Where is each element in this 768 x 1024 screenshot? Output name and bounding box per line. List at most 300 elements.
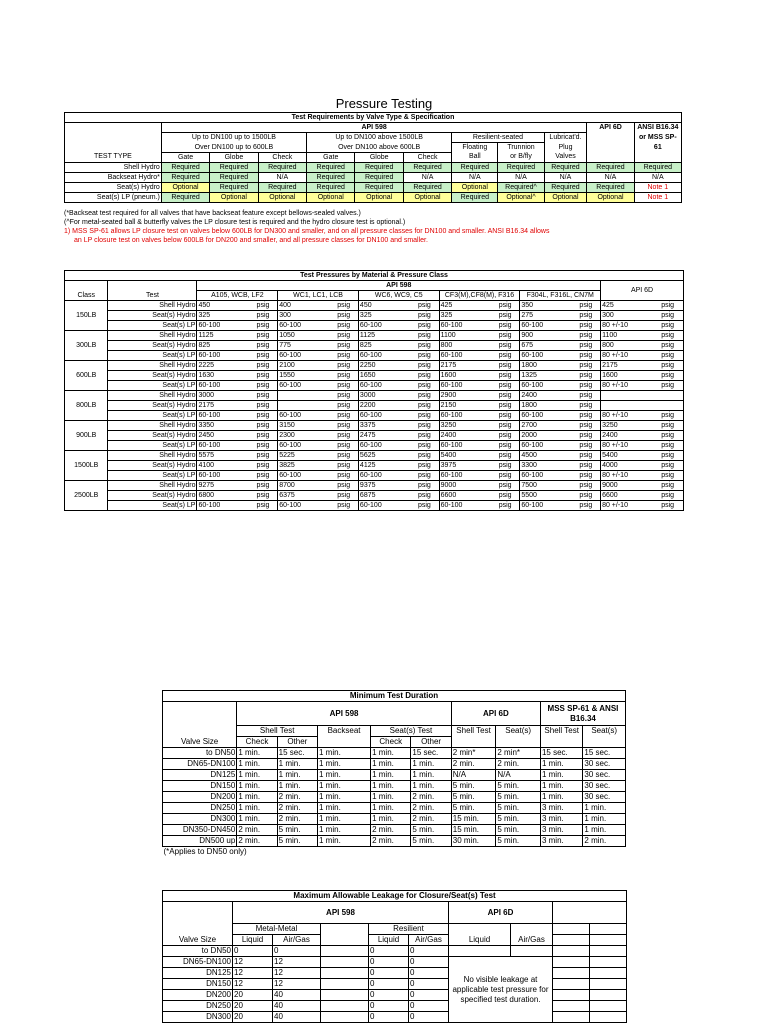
unit-cell: psig bbox=[652, 361, 683, 371]
duration-cell: 5 min. bbox=[496, 836, 541, 847]
duration-cell: 1 min. bbox=[371, 781, 411, 792]
table-row bbox=[65, 501, 684, 511]
table-row bbox=[65, 341, 684, 351]
pressure-cell: 60-100 bbox=[197, 351, 249, 361]
ball-header: Ball bbox=[452, 152, 498, 162]
valve-size-cell: DN250 bbox=[163, 803, 237, 814]
duration-cell: 1 min. bbox=[318, 759, 371, 770]
pressure-cell: 60-100 bbox=[278, 441, 330, 451]
unit-cell: psig bbox=[410, 321, 439, 331]
group2-line2: Over DN100 above 600LB bbox=[307, 143, 452, 153]
leakage-cell: 12 bbox=[273, 968, 321, 979]
table-row bbox=[65, 451, 684, 461]
unit-cell: psig bbox=[410, 441, 439, 451]
pressure-cell: 5400 bbox=[601, 451, 653, 461]
requirement-cell: Required bbox=[544, 162, 587, 172]
duration-cell: 2 min. bbox=[496, 759, 541, 770]
duration-cell: 15 sec. bbox=[540, 748, 582, 759]
table-row bbox=[65, 471, 684, 481]
unit-cell: psig bbox=[491, 391, 520, 401]
resilient-header: Resilient-seated bbox=[452, 133, 544, 143]
pressure-cell: 60-100 bbox=[520, 381, 572, 391]
group1-line2: Over DN100 up to 600LB bbox=[161, 143, 306, 153]
pressure-cell: 6600 bbox=[439, 491, 491, 501]
leakage-cell: 40 bbox=[273, 1012, 321, 1023]
duration-cell: 15 sec. bbox=[411, 748, 451, 759]
other-header: Other bbox=[411, 737, 451, 748]
pressure-cell: 425 bbox=[601, 301, 653, 311]
duration-cell: 5 min. bbox=[496, 792, 541, 803]
duration-cell: 1 min. bbox=[318, 825, 371, 836]
unit-cell: psig bbox=[410, 331, 439, 341]
pressure-cell: 60-100 bbox=[358, 471, 410, 481]
unit-cell: psig bbox=[329, 301, 358, 311]
pressure-cell: 60-100 bbox=[358, 441, 410, 451]
requirement-cell: Required bbox=[403, 162, 451, 172]
requirement-cell: Required bbox=[210, 172, 258, 182]
leakage-cell: 0 bbox=[409, 1001, 449, 1012]
pressure-cell: 60-100 bbox=[520, 351, 572, 361]
duration-cell: 5 min. bbox=[277, 825, 317, 836]
pressure-cell: 325 bbox=[439, 311, 491, 321]
leakage-cell: 40 bbox=[273, 1001, 321, 1012]
table-row bbox=[65, 182, 682, 192]
requirement-cell: Optional bbox=[161, 182, 209, 192]
unit-cell: psig bbox=[491, 411, 520, 421]
shell-test-header: Shell Test bbox=[237, 726, 318, 737]
unit-cell: psig bbox=[652, 471, 683, 481]
leakage-cell: 0 bbox=[369, 979, 409, 990]
pressure-cell: 6800 bbox=[197, 491, 249, 501]
table-row bbox=[163, 1012, 627, 1023]
table-row bbox=[163, 748, 626, 759]
requirement-cell: N/A bbox=[587, 172, 634, 182]
unit-cell: psig bbox=[249, 311, 278, 321]
duration-cell: 2 min. bbox=[371, 836, 411, 847]
unit-cell: psig bbox=[410, 361, 439, 371]
duration-cell: 15 min. bbox=[451, 825, 496, 836]
unit-cell: psig bbox=[491, 361, 520, 371]
trunnion-header: Trunnion bbox=[498, 143, 544, 153]
unit-cell: psig bbox=[410, 491, 439, 501]
pressure-cell: 450 bbox=[197, 301, 249, 311]
unit-cell: psig bbox=[329, 441, 358, 451]
duration-cell: 1 min. bbox=[318, 836, 371, 847]
valve-size-cell: DN200 bbox=[163, 990, 233, 1001]
table-row bbox=[65, 172, 682, 182]
empty-cell bbox=[590, 1001, 627, 1012]
pressure-cell: 2250 bbox=[358, 361, 410, 371]
test-cell: Seat(s) Hydro bbox=[108, 401, 197, 411]
pressure-cell: 900 bbox=[520, 331, 572, 341]
table-row bbox=[65, 331, 684, 341]
unit-cell: psig bbox=[572, 501, 601, 511]
requirement-cell: Required bbox=[355, 172, 403, 182]
duration-cell: 5 min. bbox=[496, 825, 541, 836]
duration-cell: 2 min. bbox=[371, 825, 411, 836]
unit-cell: psig bbox=[329, 331, 358, 341]
requirement-cell: Note 1 bbox=[634, 192, 681, 202]
empty-cell bbox=[590, 946, 627, 957]
pressure-cell: 2200 bbox=[358, 401, 410, 411]
unit-cell: psig bbox=[652, 381, 683, 391]
unit-cell: psig bbox=[572, 451, 601, 461]
pressure-cell: 60-100 bbox=[278, 351, 330, 361]
unit-cell: psig bbox=[249, 501, 278, 511]
duration-cell: 5 min. bbox=[411, 825, 451, 836]
unit-cell: psig bbox=[410, 481, 439, 491]
test-cell: Shell Hydro bbox=[108, 391, 197, 401]
unit-cell: psig bbox=[249, 351, 278, 361]
table-row bbox=[65, 381, 684, 391]
duration-cell: 1 min. bbox=[411, 781, 451, 792]
unit-cell: psig bbox=[329, 341, 358, 351]
valve-size-header: Valve Size bbox=[163, 935, 233, 946]
pressure-cell: 1550 bbox=[278, 371, 330, 381]
pressure-cell: 80 +/-10 bbox=[601, 381, 653, 391]
empty-cell bbox=[553, 979, 590, 990]
pressure-cell: 60-100 bbox=[520, 411, 572, 421]
col-header: Globe bbox=[355, 152, 403, 162]
pressure-cell: 1600 bbox=[601, 371, 653, 381]
table-row bbox=[163, 781, 626, 792]
empty-cell bbox=[590, 957, 627, 968]
unit-cell: psig bbox=[410, 341, 439, 351]
pressure-cell: 9375 bbox=[358, 481, 410, 491]
unit-cell: psig bbox=[329, 371, 358, 381]
pressure-cell: 8700 bbox=[278, 481, 330, 491]
duration-cell: 2 min. bbox=[277, 792, 317, 803]
unit-cell: psig bbox=[410, 471, 439, 481]
test-cell: Shell Hydro bbox=[108, 361, 197, 371]
pressure-cell: 60-100 bbox=[439, 411, 491, 421]
requirement-cell: Optional bbox=[210, 192, 258, 202]
note-backseat: (*Backseat test required for all valves that have backseat feature except bellows-sealed valves.) bbox=[64, 210, 361, 217]
pressure-cell: 450 bbox=[358, 301, 410, 311]
requirement-cell: Required bbox=[587, 162, 634, 172]
material-header: CF3(M),CF8(M), F316 bbox=[439, 291, 520, 301]
duration-cell: 30 sec. bbox=[583, 759, 626, 770]
pressure-cell: 5225 bbox=[278, 451, 330, 461]
requirement-cell: Optional^ bbox=[498, 192, 544, 202]
unit-cell: psig bbox=[249, 371, 278, 381]
table-heading: Minimum Test Duration bbox=[163, 691, 626, 702]
maximum-leakage-table bbox=[162, 890, 627, 1023]
duration-cell: 1 min. bbox=[411, 770, 451, 781]
pressure-cell: 1100 bbox=[601, 331, 653, 341]
pressure-cell: 350 bbox=[520, 301, 572, 311]
requirement-cell: Required bbox=[498, 162, 544, 172]
unit-cell: psig bbox=[410, 301, 439, 311]
pressure-cell: 3825 bbox=[278, 461, 330, 471]
requirement-cell: Required bbox=[452, 192, 498, 202]
unit-cell: psig bbox=[572, 491, 601, 501]
api6d-header: API 6D bbox=[449, 902, 553, 924]
unit-cell: psig bbox=[572, 421, 601, 431]
unit-cell: psig bbox=[249, 421, 278, 431]
api598-header: API 598 bbox=[161, 123, 587, 133]
empty-cell bbox=[553, 957, 590, 968]
class-cell: 900LB bbox=[65, 421, 108, 451]
duration-cell: 1 min. bbox=[318, 781, 371, 792]
pressure-cell: 2175 bbox=[601, 361, 653, 371]
requirement-cell: Optional bbox=[452, 182, 498, 192]
test-cell: Shell Hydro bbox=[108, 451, 197, 461]
api6d-header: API 6D bbox=[587, 123, 634, 163]
pressure-cell: 300 bbox=[278, 311, 330, 321]
unit-cell: psig bbox=[491, 441, 520, 451]
requirement-cell: Note 1 bbox=[634, 182, 681, 192]
unit-cell: psig bbox=[249, 461, 278, 471]
requirement-cell: Required bbox=[587, 182, 634, 192]
unit-cell: psig bbox=[572, 381, 601, 391]
pressure-cell: 2225 bbox=[197, 361, 249, 371]
table-row bbox=[163, 946, 627, 957]
pressure-cell: 60-100 bbox=[197, 381, 249, 391]
unit-cell: psig bbox=[329, 361, 358, 371]
plug-header: Plug bbox=[544, 143, 587, 153]
duration-cell: 1 min. bbox=[318, 792, 371, 803]
pressure-cell: 2175 bbox=[439, 361, 491, 371]
pressure-cell: 675 bbox=[520, 341, 572, 351]
requirement-cell: Required bbox=[634, 162, 681, 172]
class-header: Class bbox=[65, 291, 108, 301]
pressure-cell: 80 +/-10 bbox=[601, 471, 653, 481]
unit-cell: psig bbox=[491, 471, 520, 481]
test-requirements-table bbox=[64, 112, 682, 203]
unit-cell: psig bbox=[249, 441, 278, 451]
pressure-cell: 800 bbox=[601, 341, 653, 351]
leakage-cell: 0 bbox=[409, 979, 449, 990]
unit-cell: psig bbox=[652, 491, 683, 501]
table-row bbox=[65, 441, 684, 451]
pressure-cell: 5500 bbox=[520, 491, 572, 501]
unit-cell: psig bbox=[652, 311, 683, 321]
unit-cell: psig bbox=[491, 461, 520, 471]
table-row bbox=[163, 825, 626, 836]
pressure-cell: 3150 bbox=[278, 421, 330, 431]
duration-cell: 1 min. bbox=[371, 803, 411, 814]
unit-cell: psig bbox=[572, 481, 601, 491]
duration-cell: 30 sec. bbox=[583, 792, 626, 803]
test-cell: Seat(s) LP bbox=[108, 381, 197, 391]
class-cell: 600LB bbox=[65, 361, 108, 391]
duration-cell: 2 min. bbox=[451, 759, 496, 770]
unit-cell: psig bbox=[572, 371, 601, 381]
leakage-cell: 12 bbox=[233, 979, 273, 990]
pressure-cell: 400 bbox=[278, 301, 330, 311]
duration-cell: 15 sec. bbox=[583, 748, 626, 759]
requirement-cell: Required bbox=[307, 162, 355, 172]
note-1-line2: an LP closure test on valves below 600LB for DN200 and smaller, and all pressure classes for DN100 and smaller. bbox=[74, 237, 428, 244]
unit-cell: psig bbox=[491, 491, 520, 501]
test-cell: Seat(s) LP bbox=[108, 471, 197, 481]
valve-size-cell: DN250 bbox=[163, 1001, 233, 1012]
api6d-liquid-header: Liquid bbox=[449, 935, 511, 946]
pressure-cell: 4500 bbox=[520, 451, 572, 461]
test-type-cell: Seat(s) LP (pneum.) bbox=[65, 192, 162, 202]
duration-cell: 5 min. bbox=[496, 803, 541, 814]
requirement-cell: N/A bbox=[544, 172, 587, 182]
pressure-cell: 800 bbox=[439, 341, 491, 351]
pressure-cell: 3000 bbox=[358, 391, 410, 401]
api598-header: API 598 bbox=[233, 902, 449, 924]
duration-cell: 2 min. bbox=[411, 792, 451, 803]
unit-cell: psig bbox=[572, 331, 601, 341]
api6d-blank bbox=[511, 946, 553, 957]
empty-cell bbox=[590, 1012, 627, 1023]
duration-cell: 2 min* bbox=[496, 748, 541, 759]
lubricated-header: Lubricat'd. bbox=[544, 133, 587, 143]
duration-cell: 1 min. bbox=[371, 814, 411, 825]
duration-cell: 1 min. bbox=[540, 781, 582, 792]
unit-cell: psig bbox=[249, 401, 278, 411]
pressure-cell: 1630 bbox=[197, 371, 249, 381]
duration-cell: 1 min. bbox=[371, 759, 411, 770]
col-header: Gate bbox=[161, 152, 209, 162]
unit-cell: psig bbox=[652, 341, 683, 351]
duration-cell: 1 min. bbox=[237, 792, 277, 803]
unit-cell: psig bbox=[491, 321, 520, 331]
unit-cell: psig bbox=[652, 421, 683, 431]
pressure-cell: 80 +/-10 bbox=[601, 411, 653, 421]
unit-cell: psig bbox=[491, 351, 520, 361]
table-row bbox=[163, 957, 627, 968]
leakage-cell: 0 bbox=[369, 1012, 409, 1023]
unit-cell: psig bbox=[491, 371, 520, 381]
unit-cell: psig bbox=[249, 301, 278, 311]
unit-cell: psig bbox=[652, 411, 683, 421]
duration-cell: 1 min. bbox=[583, 814, 626, 825]
leakage-cell: 40 bbox=[273, 990, 321, 1001]
unit-cell: psig bbox=[410, 501, 439, 511]
valve-size-cell: DN150 bbox=[163, 979, 233, 990]
duration-cell: 1 min. bbox=[371, 792, 411, 803]
leakage-cell: 0 bbox=[369, 990, 409, 1001]
unit-cell: psig bbox=[491, 431, 520, 441]
pressure-cell: 1125 bbox=[197, 331, 249, 341]
empty-cell bbox=[590, 979, 627, 990]
requirement-cell: Required bbox=[161, 172, 209, 182]
duration-cell: 30 sec. bbox=[583, 770, 626, 781]
requirement-cell: Required bbox=[355, 162, 403, 172]
requirement-cell: Required bbox=[307, 182, 355, 192]
test-type-cell: Seat(s) Hydro bbox=[65, 182, 162, 192]
unit-cell: psig bbox=[249, 381, 278, 391]
bfly-header: or B/fly bbox=[498, 152, 544, 162]
pressure-cell: 9000 bbox=[439, 481, 491, 491]
resilient-header: Resilient bbox=[369, 924, 449, 935]
test-cell: Seat(s) Hydro bbox=[108, 341, 197, 351]
pressure-cell: 60-100 bbox=[439, 441, 491, 451]
unit-cell bbox=[652, 391, 683, 401]
pressure-cell: 60-100 bbox=[439, 351, 491, 361]
duration-cell: 1 min. bbox=[277, 759, 317, 770]
test-cell: Seat(s) Hydro bbox=[108, 491, 197, 501]
leakage-cell: 20 bbox=[233, 1001, 273, 1012]
unit-cell: psig bbox=[572, 301, 601, 311]
test-cell: Seat(s) LP bbox=[108, 441, 197, 451]
duration-cell: 1 min. bbox=[277, 781, 317, 792]
unit-cell: psig bbox=[652, 301, 683, 311]
class-cell: 300LB bbox=[65, 331, 108, 361]
test-cell: Seat(s) LP bbox=[108, 411, 197, 421]
leakage-cell: 0 bbox=[369, 946, 409, 957]
duration-cell: N/A bbox=[451, 770, 496, 781]
pressure-cell: 325 bbox=[197, 311, 249, 321]
pressure-cell: 2700 bbox=[520, 421, 572, 431]
unit-cell: psig bbox=[572, 411, 601, 421]
requirement-cell: N/A bbox=[634, 172, 681, 182]
duration-cell: 1 min. bbox=[318, 814, 371, 825]
table-row bbox=[65, 411, 684, 421]
pressure-cell: 2000 bbox=[520, 431, 572, 441]
duration-cell: 15 min. bbox=[451, 814, 496, 825]
empty-cell bbox=[321, 968, 369, 979]
empty-cell bbox=[321, 957, 369, 968]
pressure-cell: 5625 bbox=[358, 451, 410, 461]
duration-cell: 2 min* bbox=[451, 748, 496, 759]
unit-cell: psig bbox=[329, 431, 358, 441]
pressure-cell: 1800 bbox=[520, 401, 572, 411]
pressure-cell: 60-100 bbox=[278, 501, 330, 511]
pressure-cell: 60-100 bbox=[197, 411, 249, 421]
pressure-cell: 775 bbox=[278, 341, 330, 351]
requirement-cell: Optional bbox=[258, 192, 306, 202]
pressure-cell: 60-100 bbox=[358, 411, 410, 421]
leakage-cell: 0 bbox=[409, 957, 449, 968]
unit-cell: psig bbox=[410, 421, 439, 431]
duration-cell: N/A bbox=[496, 770, 541, 781]
unit-cell: psig bbox=[410, 451, 439, 461]
unit-cell: psig bbox=[249, 361, 278, 371]
valve-size-cell: DN150 bbox=[163, 781, 237, 792]
unit-cell: psig bbox=[491, 481, 520, 491]
pressure-cell: 2450 bbox=[197, 431, 249, 441]
valve-size-cell: DN200 bbox=[163, 792, 237, 803]
valve-size-cell: to DN50 bbox=[163, 748, 237, 759]
pressure-cell: 5575 bbox=[197, 451, 249, 461]
test-cell: Seat(s) LP bbox=[108, 321, 197, 331]
duration-cell: 1 min. bbox=[540, 759, 582, 770]
api6d-shell-header: Shell Test bbox=[451, 726, 496, 748]
pressure-cell: 2900 bbox=[439, 391, 491, 401]
pressure-cell: 6875 bbox=[358, 491, 410, 501]
unit-cell: psig bbox=[410, 351, 439, 361]
duration-cell: 1 min. bbox=[371, 748, 411, 759]
empty-cell bbox=[590, 968, 627, 979]
duration-cell: 2 min. bbox=[583, 836, 626, 847]
test-type-cell: Backseat Hydro* bbox=[65, 172, 162, 182]
pressure-cell: 80 +/-10 bbox=[601, 501, 653, 511]
table-row bbox=[65, 481, 684, 491]
unit-cell: psig bbox=[572, 351, 601, 361]
table-row bbox=[163, 836, 626, 847]
unit-cell: psig bbox=[329, 471, 358, 481]
pressure-cell bbox=[601, 401, 653, 411]
floating-header: Floating bbox=[452, 143, 498, 153]
requirement-cell: N/A bbox=[498, 172, 544, 182]
table-row bbox=[163, 814, 626, 825]
pressure-cell: 60-100 bbox=[439, 501, 491, 511]
group1-line1: Up to DN100 up to 1500LB bbox=[161, 133, 306, 143]
pressure-cell: 3250 bbox=[601, 421, 653, 431]
unit-cell: psig bbox=[572, 441, 601, 451]
table-row bbox=[65, 431, 684, 441]
pressure-cell bbox=[601, 391, 653, 401]
table-row bbox=[65, 391, 684, 401]
pressure-cell: 4100 bbox=[197, 461, 249, 471]
